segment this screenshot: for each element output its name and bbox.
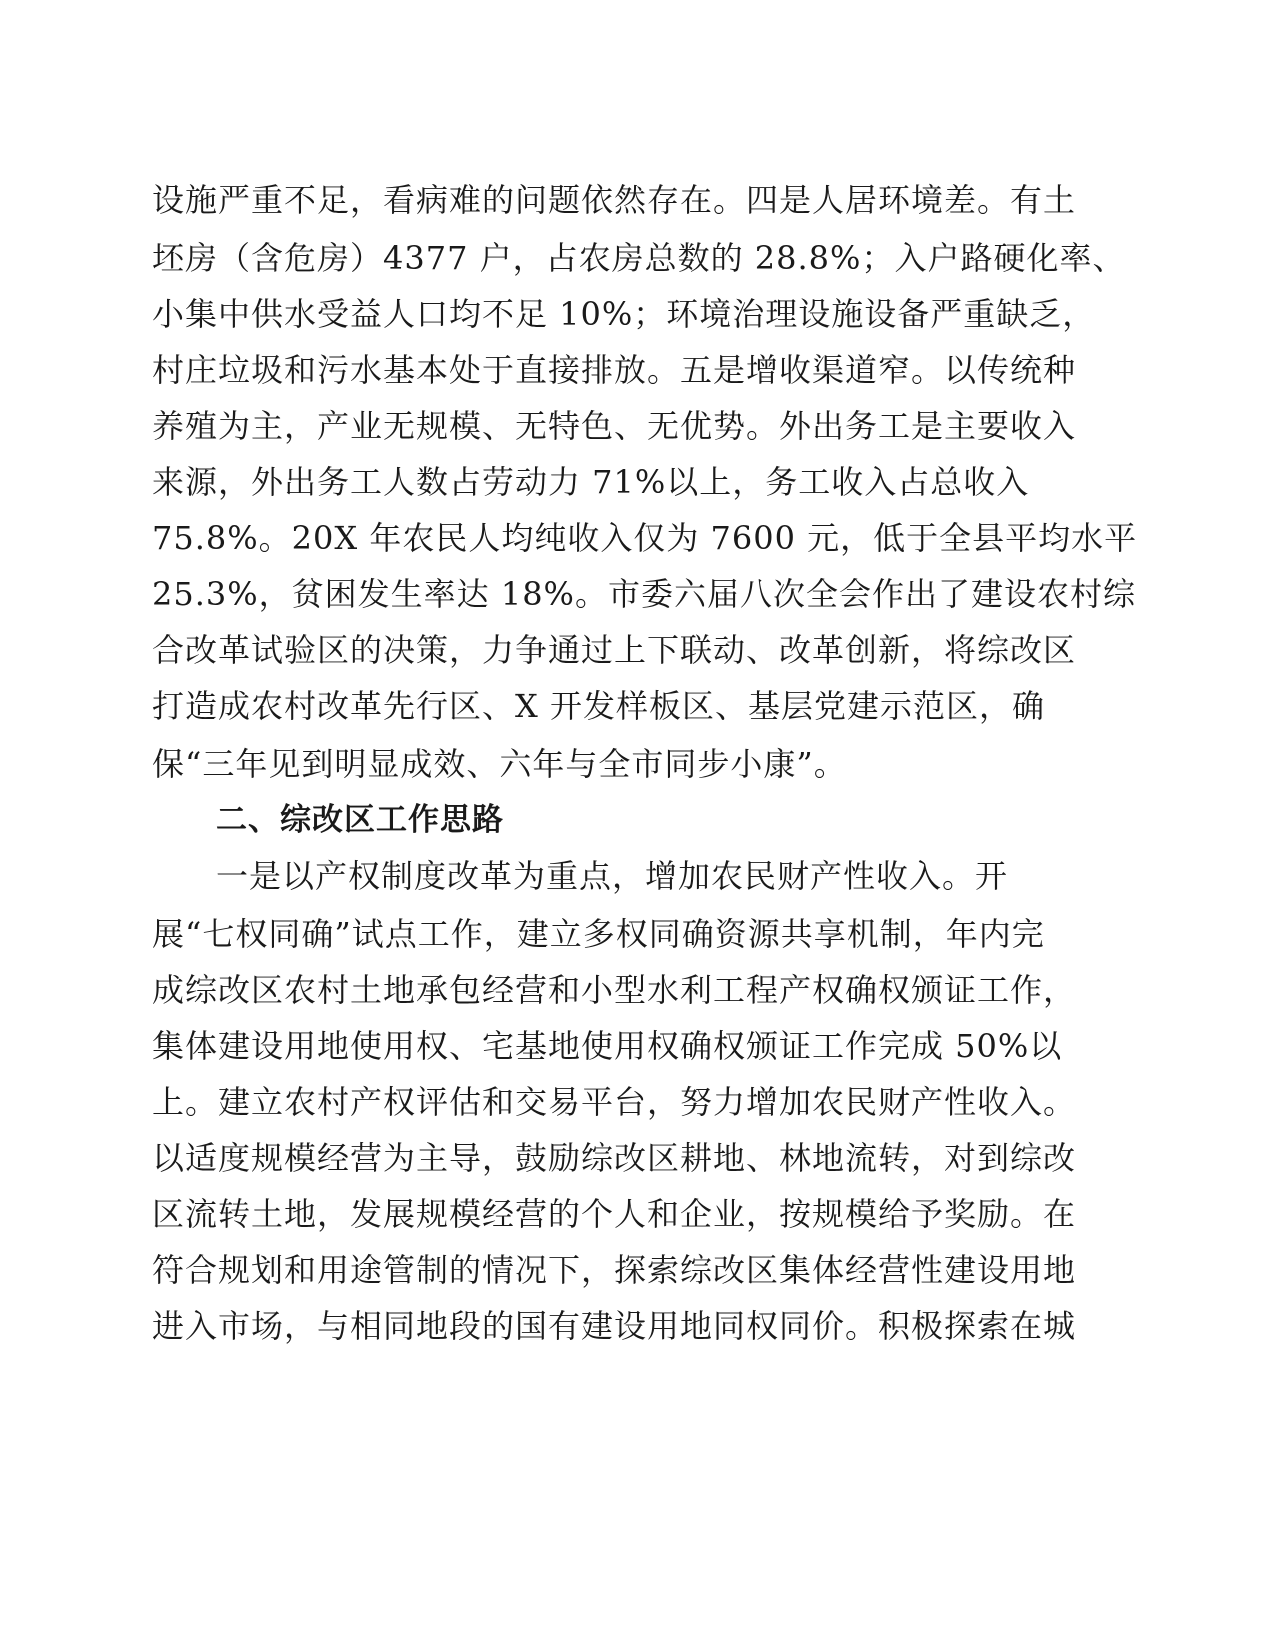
section-heading: 二、综改区工作思路 <box>216 802 504 838</box>
body-line: 打造成农村改革先行区、X 开发样板区、基层党建示范区，确 <box>152 687 1045 725</box>
body-line: 符合规划和用途管制的情况下，探索综改区集体经营性建设用地 <box>152 1251 1077 1289</box>
body-line: 区流转土地，发展规模经营的个人和企业，按规模给予奖励。在 <box>152 1195 1077 1233</box>
body-line: 展“七权同确”试点工作，建立多权同确资源共享机制，年内完 <box>152 915 1045 953</box>
body-line: 合改革试验区的决策，力争通过上下联动、改革创新，将综改区 <box>152 631 1077 669</box>
body-line: 村庄垃圾和污水基本处于直接排放。五是增收渠道窄。以传统种 <box>152 351 1077 389</box>
body-line: 进入市场，与相同地段的国有建设用地同权同价。积极探索在城 <box>152 1307 1077 1345</box>
body-line: 养殖为主，产业无规模、无特色、无优势。外出务工是主要收入 <box>152 407 1077 445</box>
body-line: 来源，外出务工人数占劳动力 71%以上，务工收入占总收入 <box>152 463 1030 501</box>
body-line: 设施严重不足，看病难的问题依然存在。四是人居环境差。有土 <box>152 181 1077 219</box>
body-line: 上。建立农村产权评估和交易平台，努力增加农民财产性收入。 <box>152 1083 1077 1121</box>
body-line: 75.8%。20X 年农民人均纯收入仅为 7600 元，低于全县平均水平 <box>152 519 1138 557</box>
body-line: 保“三年见到明显成效、六年与全市同步小康”。 <box>152 745 847 783</box>
body-line: 以适度规模经营为主导，鼓励综改区耕地、林地流转，对到综改 <box>152 1139 1077 1177</box>
body-line: 集体建设用地使用权、宅基地使用权确权颁证工作完成 50%以 <box>152 1027 1063 1065</box>
body-line: 坯房（含危房）4377 户，占农房总数的 28.8%；入户路硬化率、 <box>152 239 1126 277</box>
body-line: 成综改区农村土地承包经营和小型水利工程产权确权颁证工作， <box>152 971 1077 1009</box>
body-line: 一是以产权制度改革为重点，增加农民财产性收入。开 <box>216 857 1009 895</box>
body-line: 25.3%，贫困发生率达 18%。市委六届八次全会作出了建设农村综 <box>152 575 1136 613</box>
body-line: 小集中供水受益人口均不足 10%；环境治理设施设备严重缺乏， <box>152 295 1096 333</box>
